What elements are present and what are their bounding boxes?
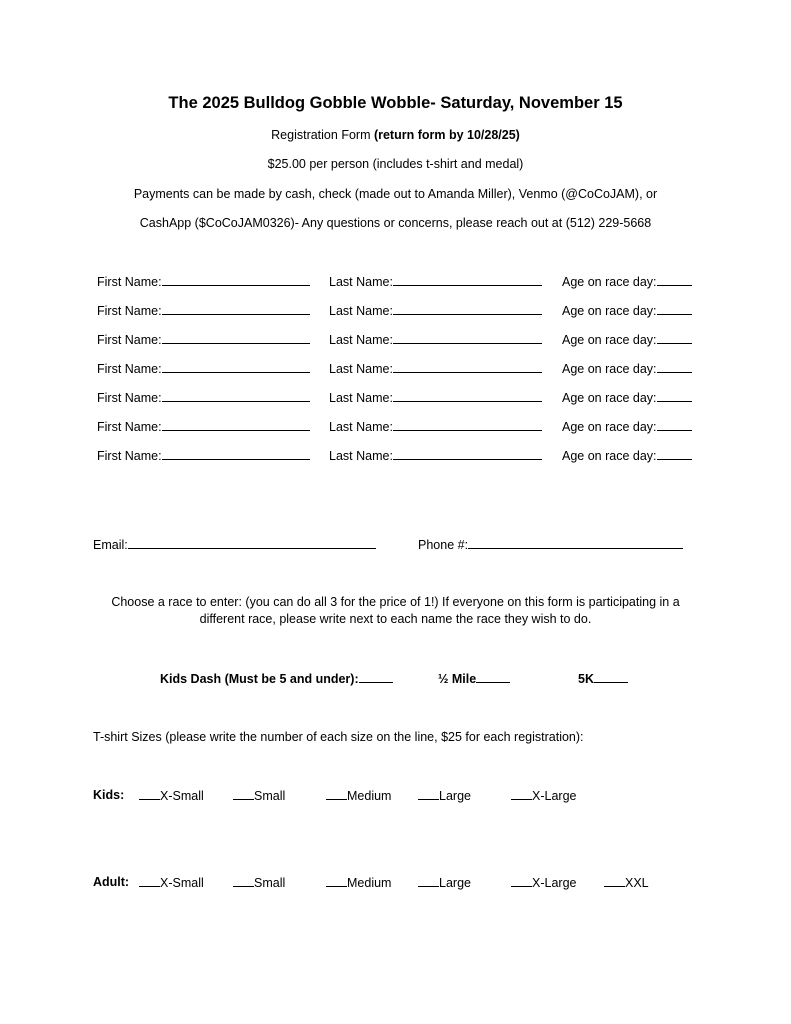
form-subtitle xyxy=(0,127,791,143)
first-name-field[interactable] xyxy=(97,360,310,377)
last-name-field[interactable] xyxy=(329,360,542,377)
last-name-field[interactable] xyxy=(329,331,542,348)
first-name-label: First Name: xyxy=(97,420,162,434)
age-label: Age on race day: xyxy=(562,420,657,434)
age-field[interactable] xyxy=(562,447,692,464)
email-field[interactable] xyxy=(93,536,376,553)
last-name-label: Last Name: xyxy=(329,391,393,405)
last-name-field[interactable] xyxy=(329,418,542,435)
size-label: X-Large xyxy=(532,876,577,890)
last-name-label: Last Name: xyxy=(329,304,393,318)
kids-size-field[interactable] xyxy=(418,787,471,804)
payment-line-1: Payments can be made by cash, check (made out to Amanda Miller), Venmo (@CoCoJAM), or xyxy=(133,187,658,201)
race-instructions-2: different race, please write next to each name the race they wish to do. xyxy=(199,612,592,626)
size-label: X-Large xyxy=(532,789,577,803)
first-name-label: First Name: xyxy=(97,449,162,463)
first-name-field[interactable] xyxy=(97,302,310,319)
last-name-label: Last Name: xyxy=(329,275,393,289)
size-label: X-Small xyxy=(160,789,204,803)
first-name-label: First Name: xyxy=(97,304,162,318)
adult-size-field[interactable] xyxy=(326,874,391,891)
race-label: 5K xyxy=(578,672,594,686)
age-field[interactable] xyxy=(562,360,692,377)
age-field[interactable] xyxy=(562,331,692,348)
phone-field[interactable] xyxy=(418,536,683,553)
form-title: The 2025 Bulldog Gobble Wobble- Saturday, November 15 xyxy=(168,94,623,112)
age-label: Age on race day: xyxy=(562,304,657,318)
kids-size-field[interactable] xyxy=(233,787,285,804)
age-label: Age on race day: xyxy=(562,362,657,376)
size-label: Large xyxy=(439,876,471,890)
phone-label: Phone #: xyxy=(418,538,469,552)
age-field[interactable] xyxy=(562,418,692,435)
last-name-field[interactable] xyxy=(329,447,542,464)
price-text: $25.00 per person (includes t-shirt and medal) xyxy=(267,157,524,171)
first-name-field[interactable] xyxy=(97,418,310,435)
size-label: Small xyxy=(254,789,286,803)
last-name-field[interactable] xyxy=(329,302,542,319)
last-name-label: Last Name: xyxy=(329,449,393,463)
email-label: Email: xyxy=(93,538,128,552)
age-field[interactable] xyxy=(562,389,692,406)
adult-size-field[interactable] xyxy=(233,874,285,891)
first-name-label: First Name: xyxy=(97,391,162,405)
race-half-mile[interactable] xyxy=(438,670,510,687)
payment-line-2: CashApp ($CoCoJAM0326)- Any questions or concerns, please reach out at (512) 229-5668 xyxy=(139,216,652,230)
size-label: X-Small xyxy=(160,876,204,890)
adult-size-field[interactable] xyxy=(139,874,204,891)
first-name-label: First Name: xyxy=(97,275,162,289)
size-label: Small xyxy=(254,876,286,890)
first-name-label: First Name: xyxy=(97,333,162,347)
adult-size-field[interactable] xyxy=(604,874,649,891)
size-label: Medium xyxy=(347,876,392,890)
kids-size-field[interactable] xyxy=(326,787,391,804)
kids-size-field[interactable] xyxy=(511,787,576,804)
last-name-label: Last Name: xyxy=(329,420,393,434)
adult-size-field[interactable] xyxy=(511,874,576,891)
race-instructions-1: Choose a race to enter: (you can do all 3 for the price of 1!) If everyone on this form is participating in a xyxy=(111,595,680,609)
size-label: XXL xyxy=(625,876,649,890)
first-name-field[interactable] xyxy=(97,389,310,406)
adult-size-field[interactable] xyxy=(418,874,471,891)
age-label: Age on race day: xyxy=(562,449,657,463)
race-label: ½ Mile xyxy=(438,672,477,686)
first-name-field[interactable] xyxy=(97,447,310,464)
age-field[interactable] xyxy=(562,273,692,290)
last-name-field[interactable] xyxy=(329,389,542,406)
first-name-field[interactable] xyxy=(97,273,310,290)
race-label: Kids Dash (Must be 5 and under): xyxy=(160,672,359,686)
race-5k[interactable] xyxy=(578,670,628,687)
first-name-label: First Name: xyxy=(97,362,162,376)
kids-size-field[interactable] xyxy=(139,787,204,804)
age-label: Age on race day: xyxy=(562,333,657,347)
return-deadline: (return form by 10/28/25) xyxy=(373,128,520,142)
age-field[interactable] xyxy=(562,302,692,319)
age-label: Age on race day: xyxy=(562,275,657,289)
adult-label: Adult: xyxy=(93,875,130,889)
size-label: Large xyxy=(439,789,471,803)
race-kids-dash[interactable] xyxy=(160,670,393,687)
form-label: Registration Form xyxy=(271,128,374,142)
last-name-label: Last Name: xyxy=(329,333,393,347)
tshirt-instructions: T-shirt Sizes (please write the number of each size on the line, $25 for each registration): xyxy=(93,730,584,744)
first-name-field[interactable] xyxy=(97,331,310,348)
size-label: Medium xyxy=(347,789,392,803)
age-label: Age on race day: xyxy=(562,391,657,405)
last-name-field[interactable] xyxy=(329,273,542,290)
last-name-label: Last Name: xyxy=(329,362,393,376)
kids-label: Kids: xyxy=(93,788,125,802)
